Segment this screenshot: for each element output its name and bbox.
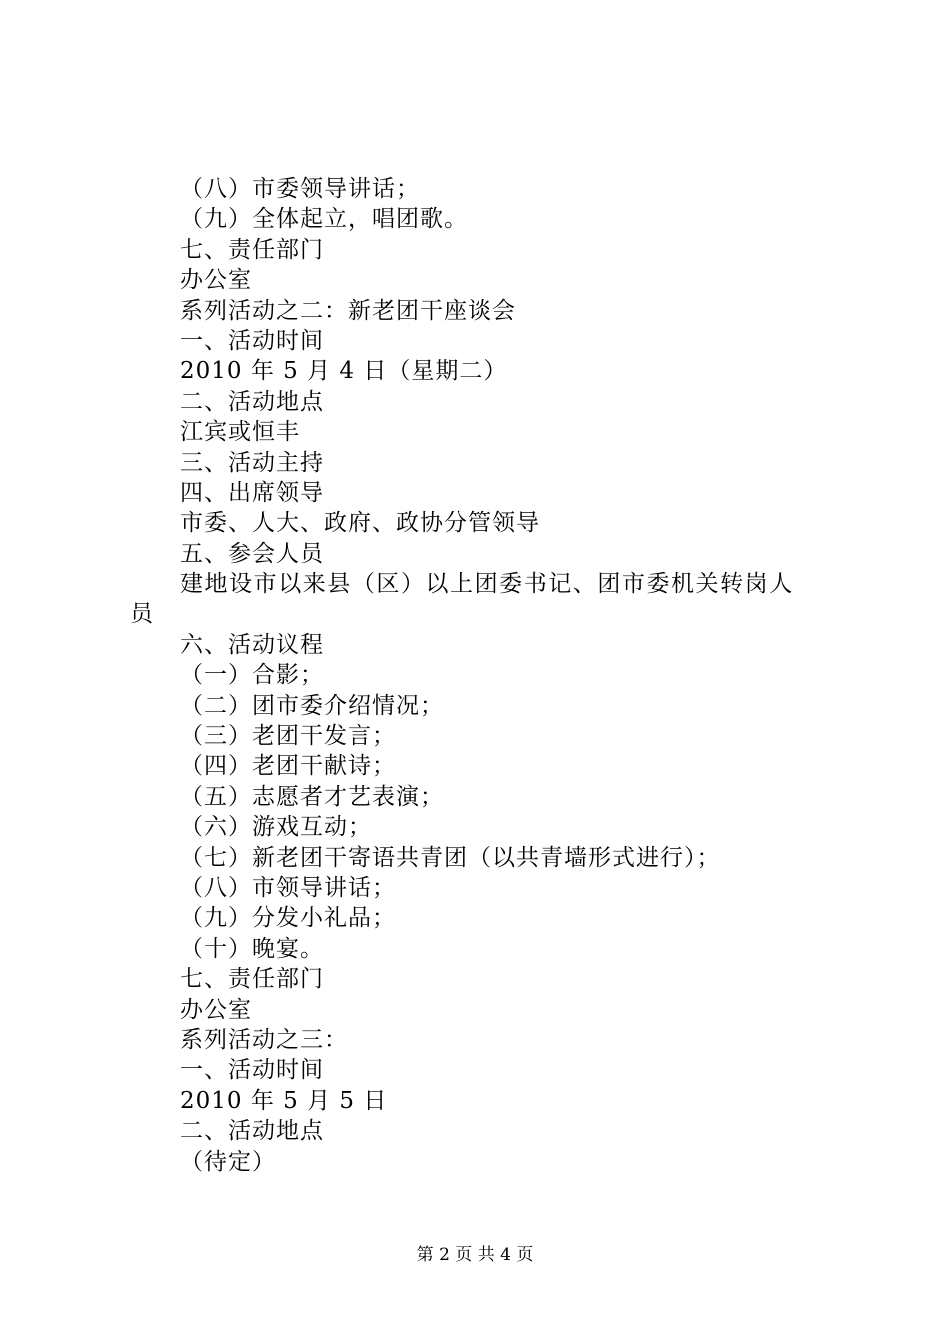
section-heading: 五、参会人员 bbox=[180, 540, 324, 567]
section-heading: 七、责任部门 bbox=[180, 966, 324, 993]
text-line: 市委、人大、政府、政协分管领导 bbox=[180, 510, 540, 537]
section-heading: 二、活动地点 bbox=[180, 1118, 324, 1145]
text-line: 2010 年 5 月 5 日 bbox=[180, 1087, 388, 1114]
text-line: （待定） bbox=[180, 1148, 276, 1175]
list-item: （四）老团干献诗； bbox=[180, 753, 396, 780]
list-item: （五）志愿者才艺表演； bbox=[180, 783, 444, 810]
text-line: 办公室 bbox=[180, 996, 252, 1023]
text-line: （九）全体起立，唱团歌。 bbox=[180, 206, 468, 233]
section-heading: 一、活动时间 bbox=[180, 1057, 324, 1084]
list-item: （二）团市委介绍情况； bbox=[180, 692, 444, 719]
section-heading: 一、活动时间 bbox=[180, 327, 324, 354]
text-line: 办公室 bbox=[180, 267, 252, 294]
text-line-continuation: 员 bbox=[130, 601, 153, 628]
section-heading: 四、出席领导 bbox=[180, 479, 324, 506]
page-number-footer: 第 2 页 共 4 页 bbox=[416, 1245, 534, 1265]
section-heading: 七、责任部门 bbox=[180, 236, 324, 263]
list-item: （三）老团干发言； bbox=[180, 723, 396, 750]
text-line: 2010 年 5 月 4 日（星期二） bbox=[180, 358, 508, 385]
list-item: （十）晚宴。 bbox=[180, 935, 324, 962]
list-item: （六）游戏互动； bbox=[180, 814, 372, 841]
section-heading: 三、活动主持 bbox=[180, 449, 324, 476]
list-item: （一）合影； bbox=[180, 662, 324, 689]
activity-title: 系列活动之二：新老团干座谈会 bbox=[180, 297, 516, 324]
text-line: 建地设市以来县（区）以上团委书记、团市委机关转岗人 bbox=[180, 571, 794, 598]
wrapped-paragraph bbox=[130, 569, 840, 630]
section-heading: 六、活动议程 bbox=[180, 631, 324, 658]
section-heading: 二、活动地点 bbox=[180, 388, 324, 415]
text-line: 江宾或恒丰 bbox=[180, 419, 300, 446]
list-item: （九）分发小礼品； bbox=[180, 905, 396, 932]
list-item: （七）新老团干寄语共青团（以共青墙形式进行）； bbox=[180, 844, 721, 871]
activity-title: 系列活动之三： bbox=[180, 1026, 348, 1053]
text-line: （八）市委领导讲话； bbox=[180, 176, 420, 202]
document-body bbox=[130, 174, 840, 1177]
list-item: （八）市领导讲话； bbox=[180, 874, 396, 901]
